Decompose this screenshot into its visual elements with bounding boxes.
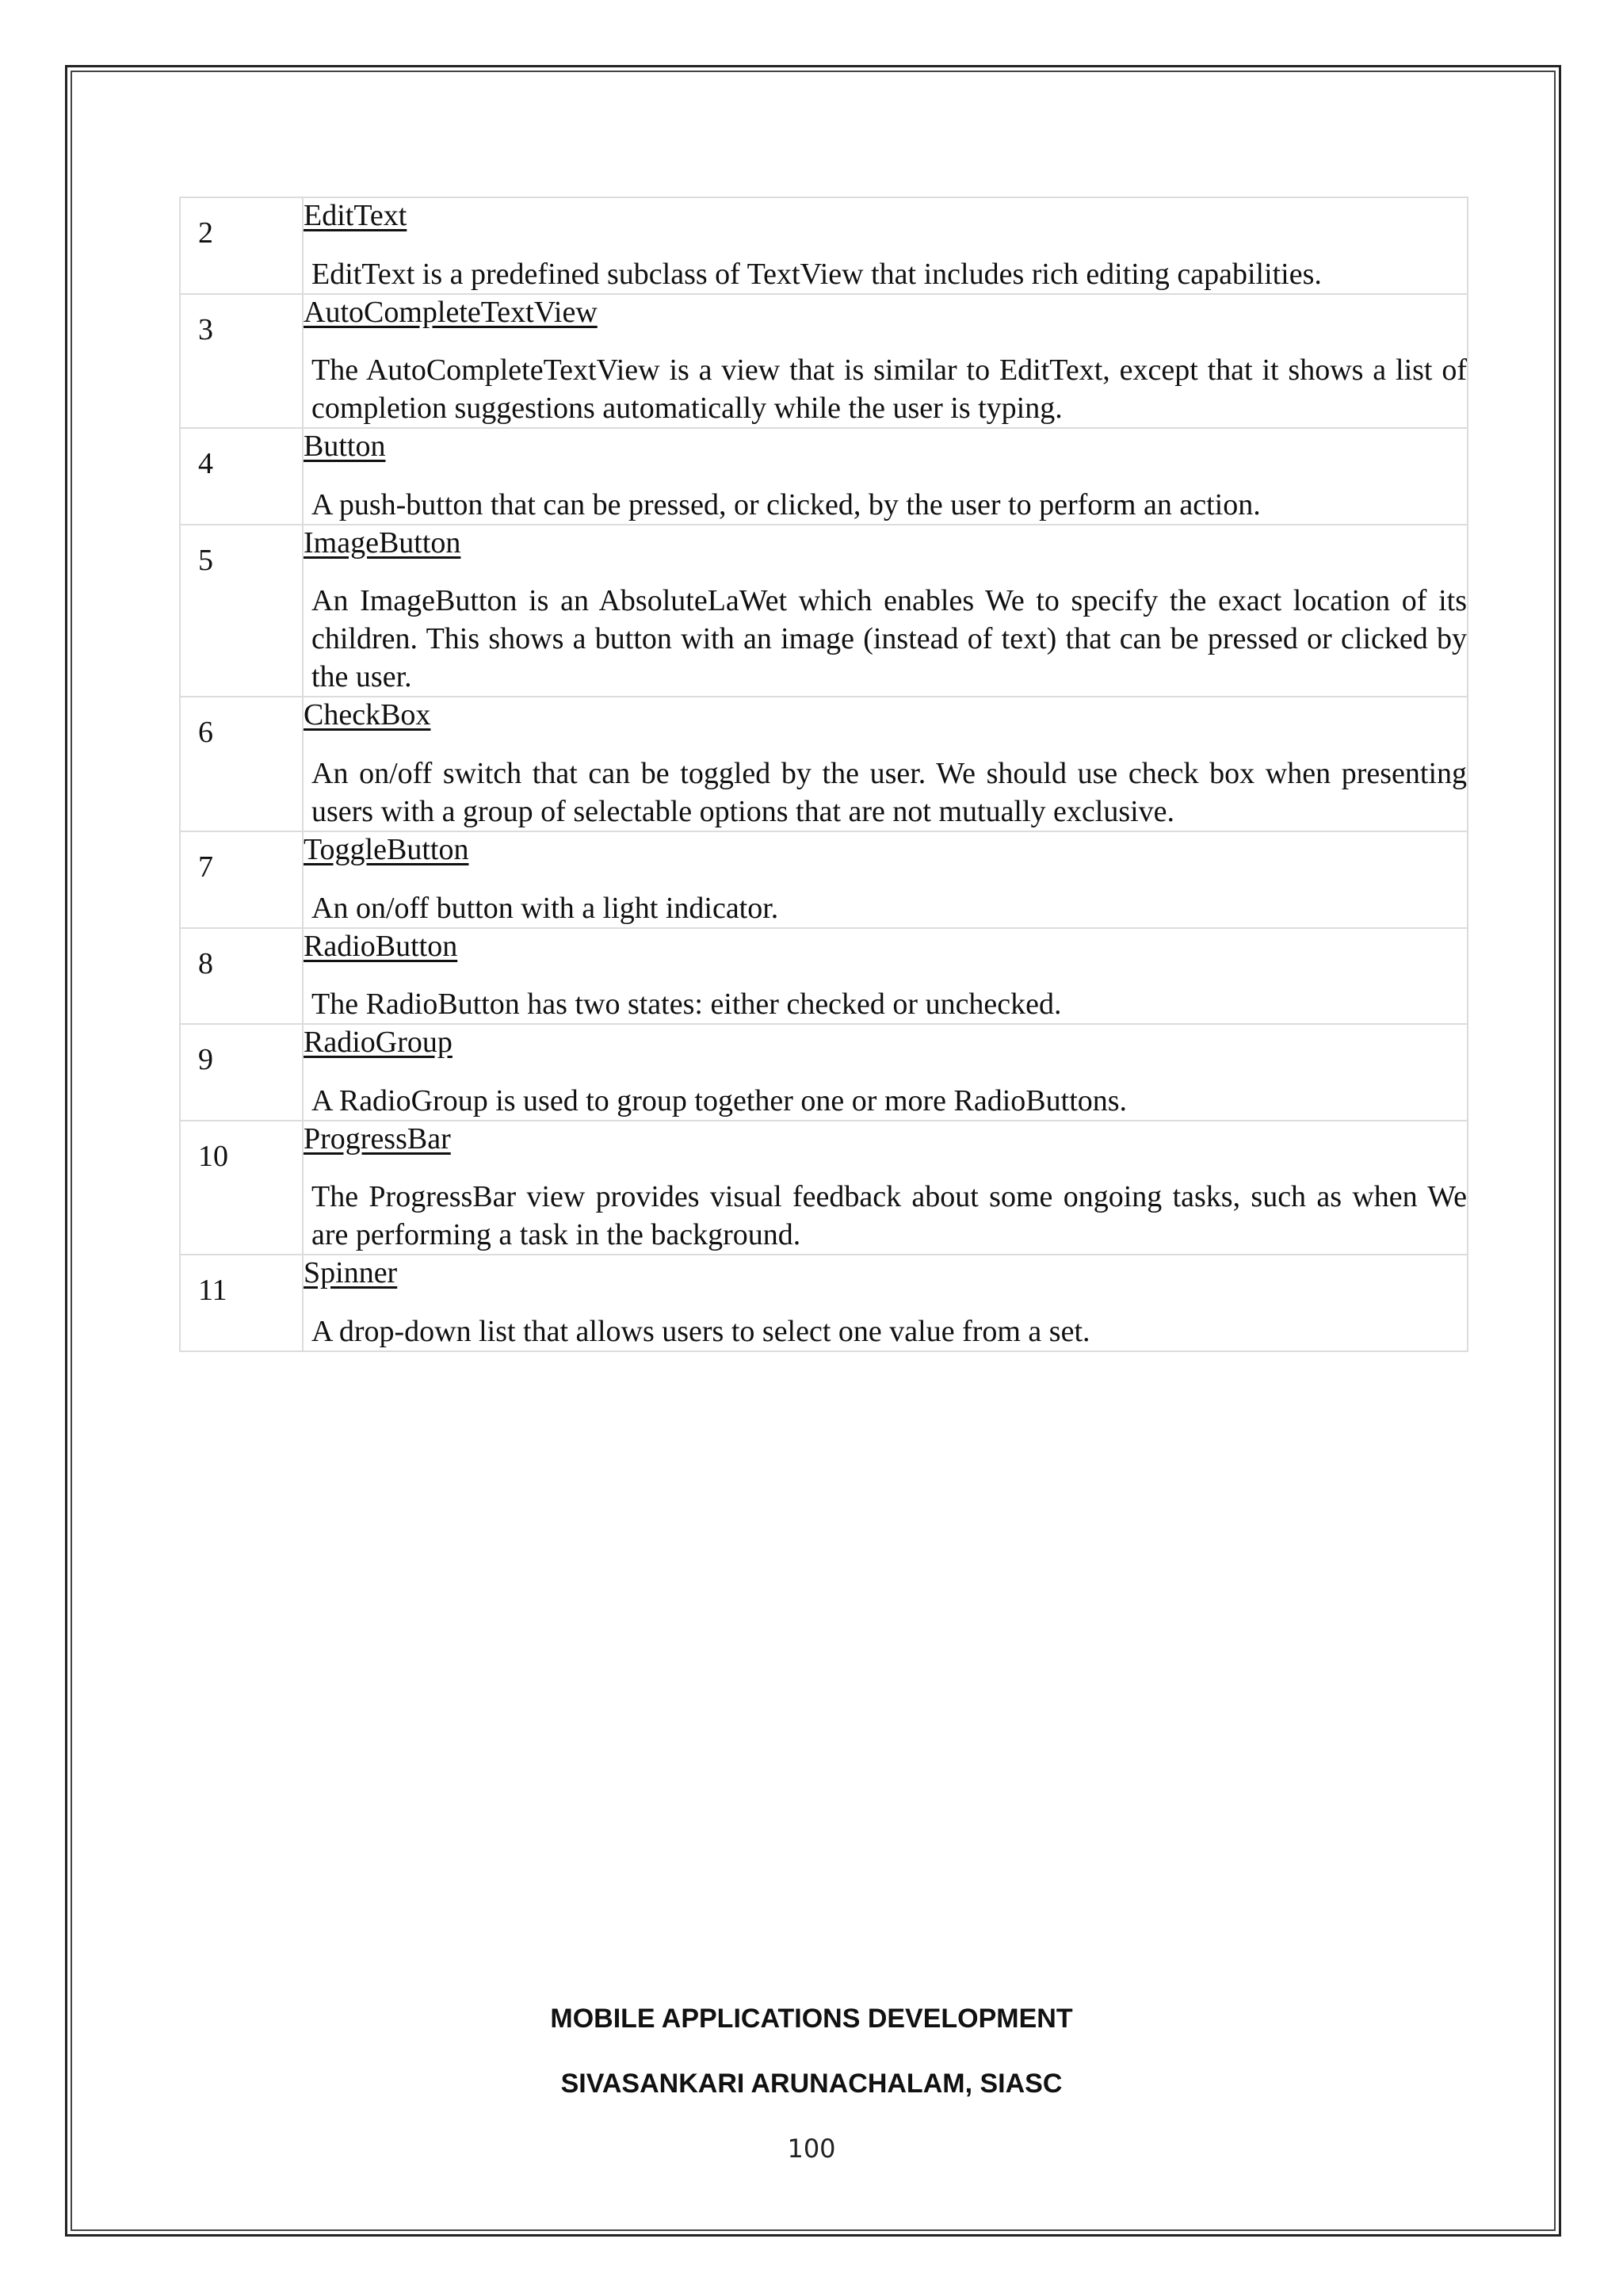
row-number-cell — [180, 197, 303, 294]
control-name: Button — [304, 430, 386, 464]
row-number: 3 — [198, 312, 213, 346]
row-number: 8 — [198, 946, 213, 980]
control-name: RadioGroup — [304, 1026, 453, 1060]
control-name: EditText — [304, 199, 407, 232]
row-number-cell — [180, 1121, 303, 1255]
row-content-cell — [303, 197, 1468, 294]
row-number-cell — [180, 697, 303, 831]
table-row — [180, 428, 1468, 525]
control-description: A drop-down list that allows users to select one value from a set. — [311, 1314, 1090, 1348]
row-number: 11 — [198, 1274, 227, 1308]
control-name: CheckBox — [304, 698, 431, 732]
row-number: 6 — [198, 716, 213, 750]
row-number: 5 — [198, 543, 213, 577]
control-name: ProgressBar — [304, 1121, 451, 1156]
table-body — [180, 197, 1468, 1351]
row-content-cell — [303, 697, 1468, 831]
row-number-cell — [180, 294, 303, 429]
control-description: A RadioGroup is used to group together one or more RadioButtons. — [311, 1083, 1128, 1117]
row-number: 4 — [198, 447, 213, 481]
table-row — [180, 525, 1468, 697]
table-row — [180, 697, 1468, 831]
row-number: 7 — [198, 850, 213, 884]
row-content-cell — [303, 928, 1468, 1025]
row-content-cell — [303, 428, 1468, 525]
row-content-cell — [303, 525, 1468, 697]
row-number: 2 — [198, 216, 213, 250]
row-content-cell — [303, 1121, 1468, 1255]
row-number: 9 — [198, 1043, 213, 1077]
footer-course-title: MOBILE APPLICATIONS DEVELOPMENT — [550, 2004, 1073, 2034]
row-number-cell — [180, 1024, 303, 1121]
row-number: 10 — [198, 1139, 228, 1173]
table-row — [180, 197, 1468, 294]
row-content-cell — [303, 1255, 1468, 1351]
ui-controls-table — [179, 197, 1468, 1352]
row-content-cell — [303, 294, 1468, 429]
control-name: AutoCompleteTextView — [304, 295, 598, 329]
control-description: The ProgressBar view provides visual feedback about some ongoing tasks, such as when We are performing a task in the background. — [311, 1180, 1467, 1252]
table-row — [180, 1121, 1468, 1255]
control-description: The AutoCompleteTextView is a view that is similar to EditText, except that it shows a list of completion suggestions automatically while the user is typing. — [311, 353, 1467, 426]
table-row — [180, 1024, 1468, 1121]
row-content-cell — [303, 831, 1468, 928]
control-name: ImageButton — [304, 525, 461, 560]
row-content-cell — [303, 1024, 1468, 1121]
table-row — [180, 1255, 1468, 1351]
control-description: An ImageButton is an AbsoluteLaWet which enables We to specify the exact location of its children. This shows a button with an image (instead of text) that can be pressed or clicked by the user. — [311, 584, 1467, 694]
control-name: Spinner — [304, 1256, 398, 1290]
table-row — [180, 294, 1468, 429]
control-description: An on/off button with a light indicator. — [311, 891, 779, 925]
footer-author: SIVASANKARI ARUNACHALAM, SIASC — [560, 2069, 1063, 2099]
control-description: A push-button that can be pressed, or clicked, by the user to perform an action. — [311, 487, 1261, 521]
control-description: An on/off switch that can be toggled by the user. We should use check box when presenting users with a group of selectable options that are not mutually exclusive. — [311, 756, 1467, 828]
control-description: EditText is a predefined subclass of TextView that includes rich editing capabilities. — [311, 257, 1322, 291]
control-description: The RadioButton has two states: either checked or unchecked. — [311, 988, 1062, 1022]
row-number-cell — [180, 428, 303, 525]
control-name: RadioButton — [304, 929, 458, 963]
row-number-cell — [180, 831, 303, 928]
row-number-cell — [180, 525, 303, 697]
control-name: ToggleButton — [304, 832, 469, 866]
row-number-cell — [180, 928, 303, 1025]
table-row — [180, 928, 1468, 1025]
table-row — [180, 831, 1468, 928]
page-number: 100 — [787, 2134, 836, 2164]
row-number-cell — [180, 1255, 303, 1351]
